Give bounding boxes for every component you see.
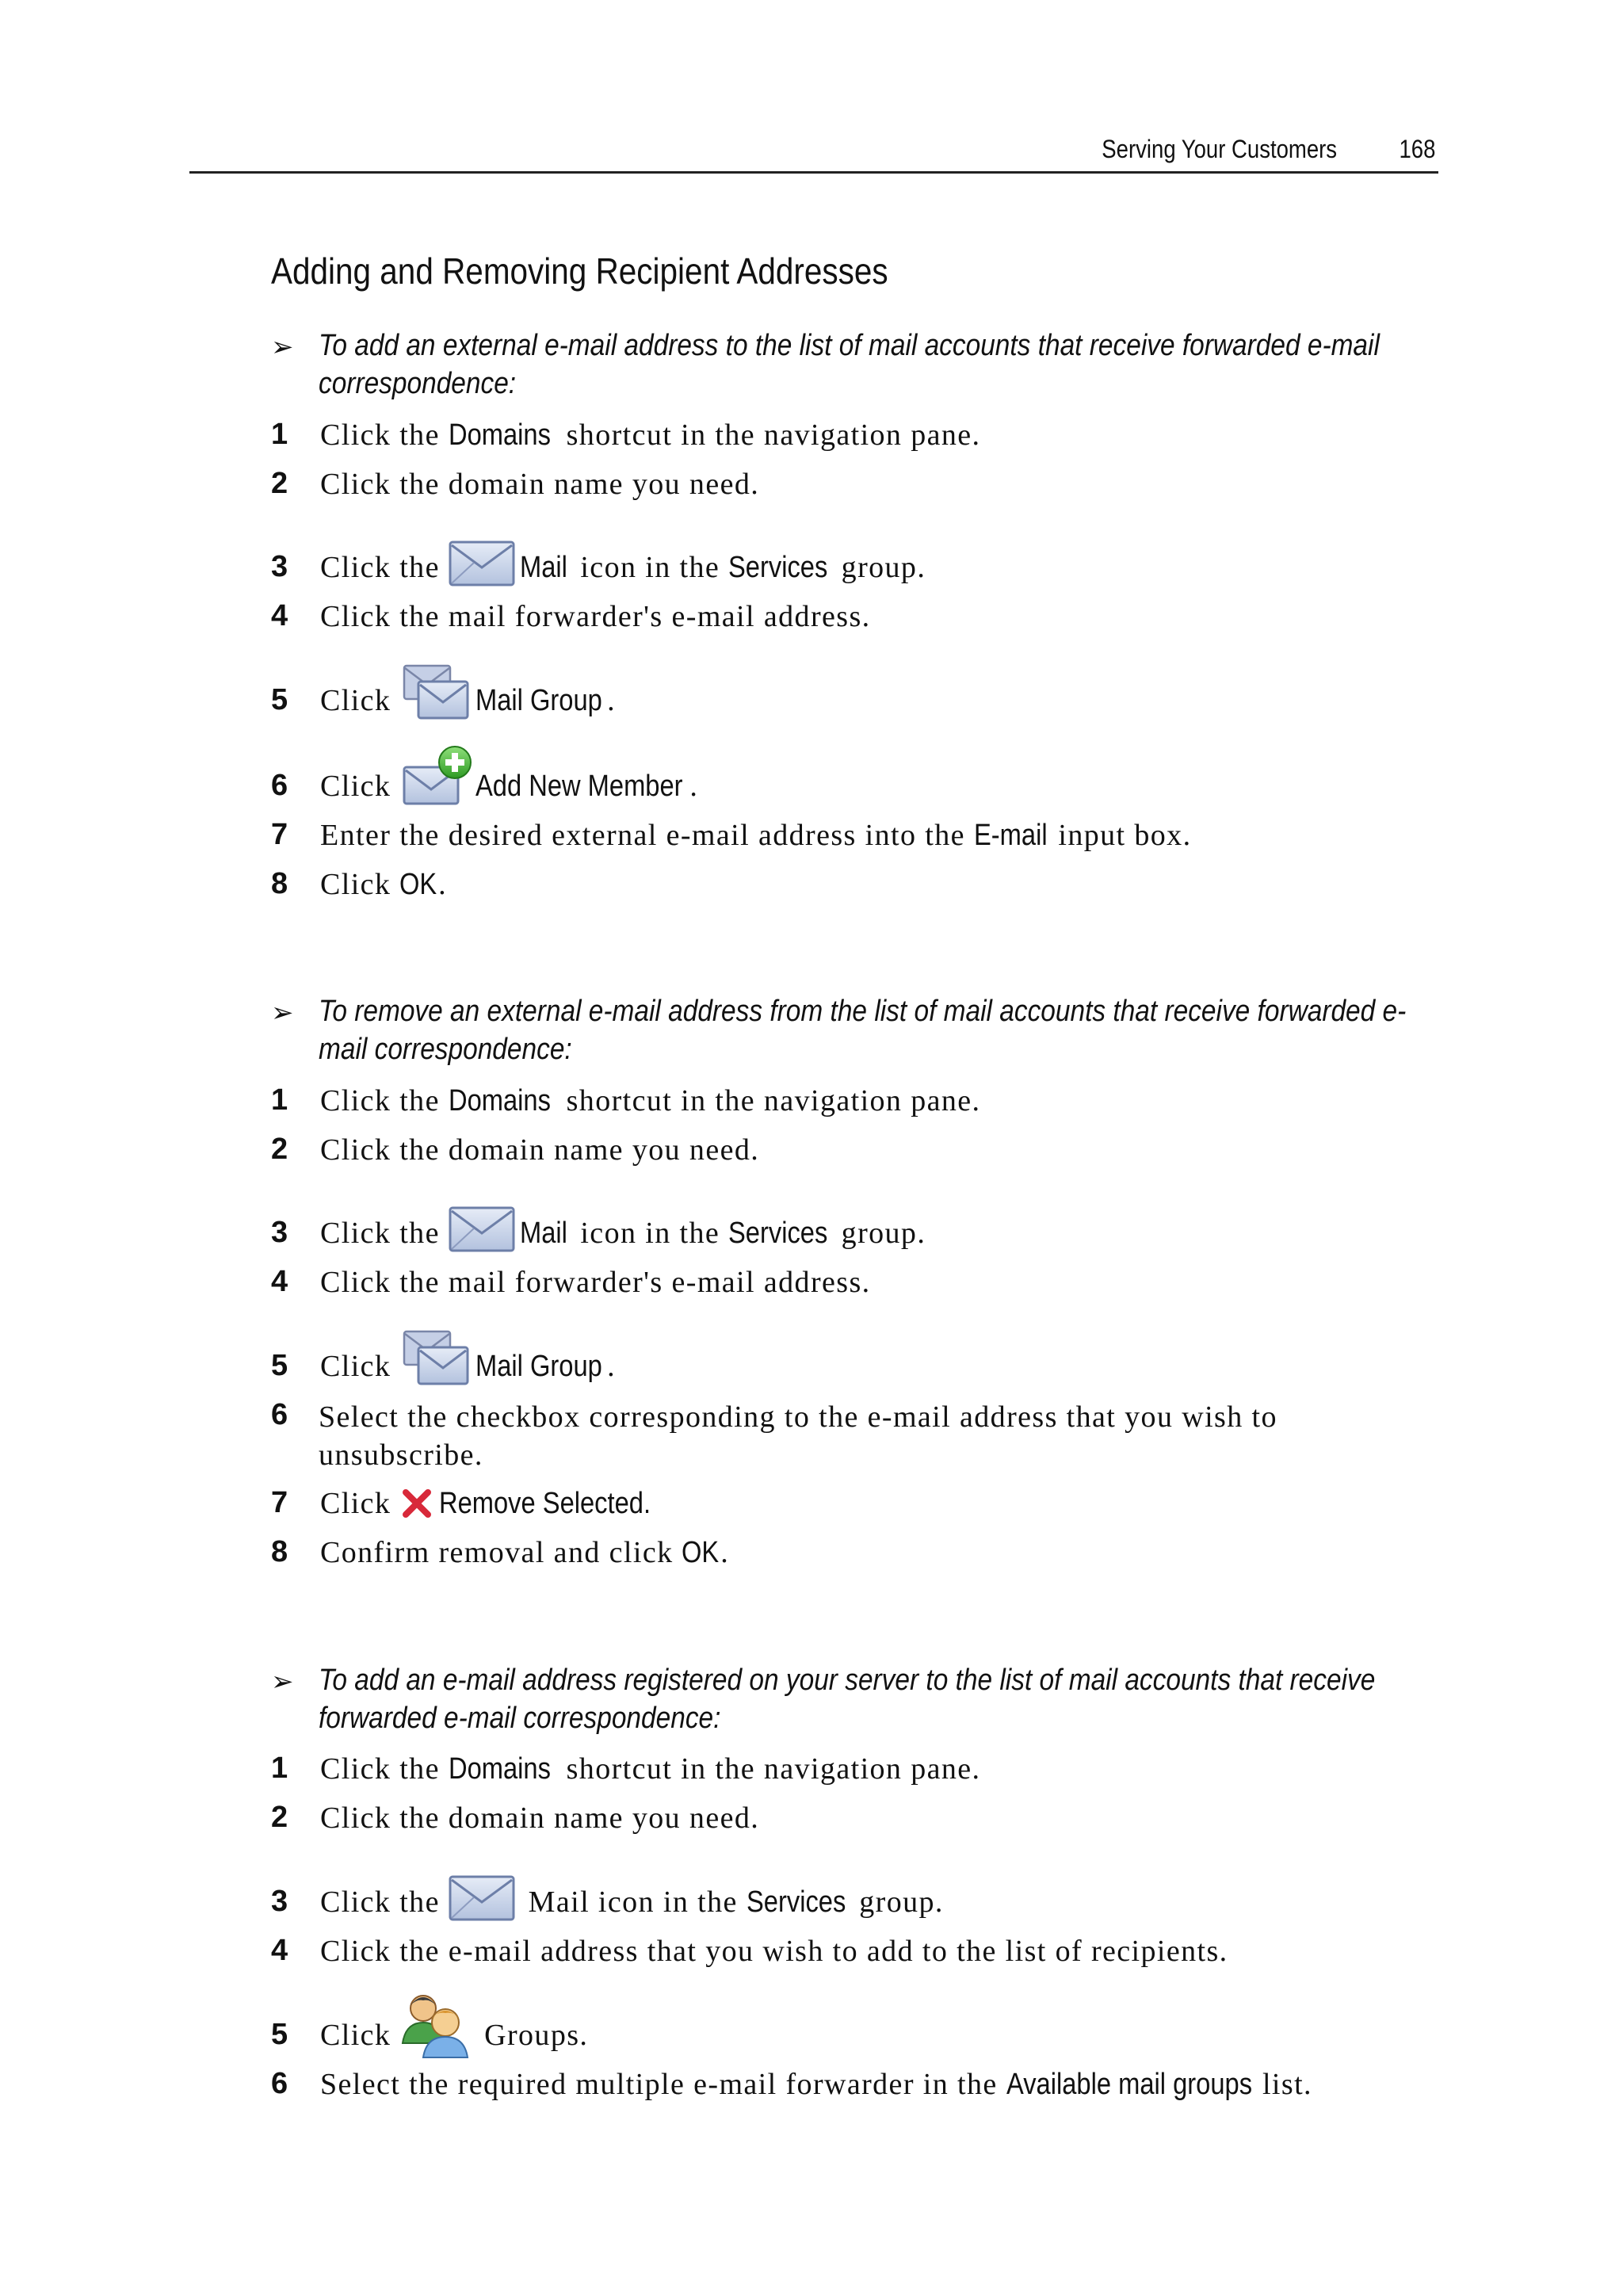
ok-label: OK (682, 1536, 720, 1569)
page-header (189, 133, 1438, 174)
procedure-intro: ➢ To add an external e-mail address to the list of mail accounts that receive forwarded e-mail correspondence: (271, 329, 1380, 400)
mail-icon (449, 1219, 520, 1251)
services-label: Services (746, 1885, 846, 1919)
add-new-member-label: Add New Member (475, 770, 683, 803)
add-new-member-icon (399, 772, 475, 804)
remove-selected-label: Remove Selected. (439, 1487, 651, 1520)
mail-icon (449, 1888, 520, 1920)
available-mail-groups-label: Available mail groups (1006, 2068, 1252, 2101)
services-label: Services (728, 551, 828, 584)
procedure-intro: ➢ To remove an external e-mail address from the list of mail accounts that receive forwarded e-mail correspondence: (271, 995, 1407, 1066)
email-label: E-mail (973, 819, 1048, 852)
mail-group-label: Mail Group (475, 684, 603, 717)
mail-icon (449, 553, 520, 585)
mail-group-icon (399, 1352, 475, 1384)
arrow-bullet-icon: ➢ (271, 998, 294, 1028)
domains-label: Domains (448, 1752, 551, 1786)
arrow-bullet-icon: ➢ (271, 332, 294, 362)
groups-icon (399, 2021, 475, 2053)
procedure-intro: ➢ To add an e-mail address registered on your server to the list of mail accounts that receive forwarded e-mail correspondence: (271, 1664, 1376, 1735)
ok-label: OK (399, 868, 437, 901)
header-title: Serving Your Customers (1102, 135, 1337, 163)
services-label: Services (728, 1217, 828, 1250)
domains-label: Domains (448, 1084, 551, 1117)
section-title: Adding and Removing Recipient Addresses (271, 250, 888, 292)
arrow-bullet-icon: ➢ (271, 1667, 294, 1697)
page-number: 168 (1399, 135, 1435, 163)
domains-label: Domains (448, 418, 551, 452)
remove-x-icon (399, 1489, 439, 1521)
mail-group-label: Mail Group (475, 1350, 603, 1383)
mail-label: Mail (519, 1217, 567, 1250)
mail-group-icon (399, 686, 475, 718)
mail-label: Mail (519, 551, 567, 584)
